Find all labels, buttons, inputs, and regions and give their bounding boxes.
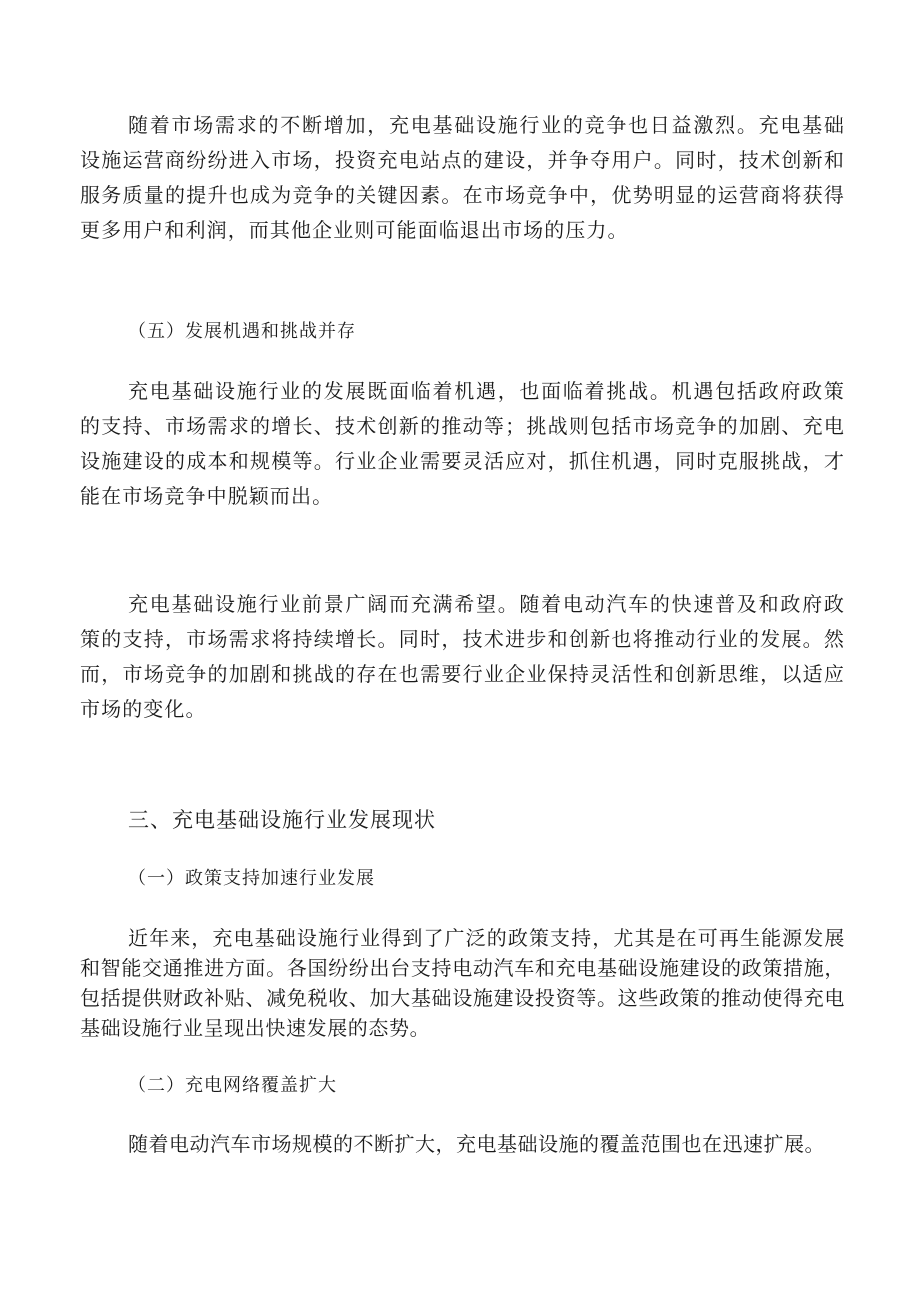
- paragraph-opportunities-challenges: 充电基础设施行业的发展既面临着机遇，也面临着挑战。机遇包括政府政策的支持、市场需求的增长、技术创新的推动等；挑战则包括市场竞争的加剧、充电设施建设的成本和规模等。行业企业需要灵活应对，抓住机遇，同时克服挑战，才能在市场竞争中脱颖而出。: [80, 379, 845, 508]
- subheading-network-coverage: （二）充电网络覆盖扩大: [128, 1075, 337, 1096]
- paragraph-market-competition: 随着市场需求的不断增加，充电基础设施行业的竞争也日益激烈。充电基础设施运营商纷纷进入市场，投资充电站点的建设，并争夺用户。同时，技术创新和服务质量的提升也成为竞争的关键因素。在市场竞争中，优势明显的运营商将获得更多用户和利润，而其他企业则可能面临退出市场的压力。: [80, 113, 845, 242]
- paragraph-network-coverage: 随着电动汽车市场规模的不断扩大，充电基础设施的覆盖范围也在迅速扩展。: [128, 1132, 825, 1156]
- subheading-policy-support: （一）政策支持加速行业发展: [128, 868, 375, 889]
- paragraph-prospects: 充电基础设施行业前景广阔而充满希望。随着电动汽车的快速普及和政府政策的支持，市场需求将持续增长。同时，技术进步和创新也将推动行业的发展。然而，市场竞争的加剧和挑战的存在也需要行业企业保持灵活性和创新思维，以适应市场的变化。: [80, 592, 845, 721]
- subheading-opportunities-challenges: （五）发展机遇和挑战并存: [128, 321, 356, 342]
- section-heading-development-status: 三、充电基础设施行业发展现状: [128, 808, 436, 832]
- paragraph-policy-support: 近年来，充电基础设施行业得到了广泛的政策支持，尤其是在可再生能源发展和智能交通推进方面。各国纷纷出台支持电动汽车和充电基础设施建设的政策措施，包括提供财政补贴、减免税收、加大基础设施建设投资等。这些政策的推动使得充电基础设施行业呈现出快速发展的态势。: [80, 926, 845, 1040]
